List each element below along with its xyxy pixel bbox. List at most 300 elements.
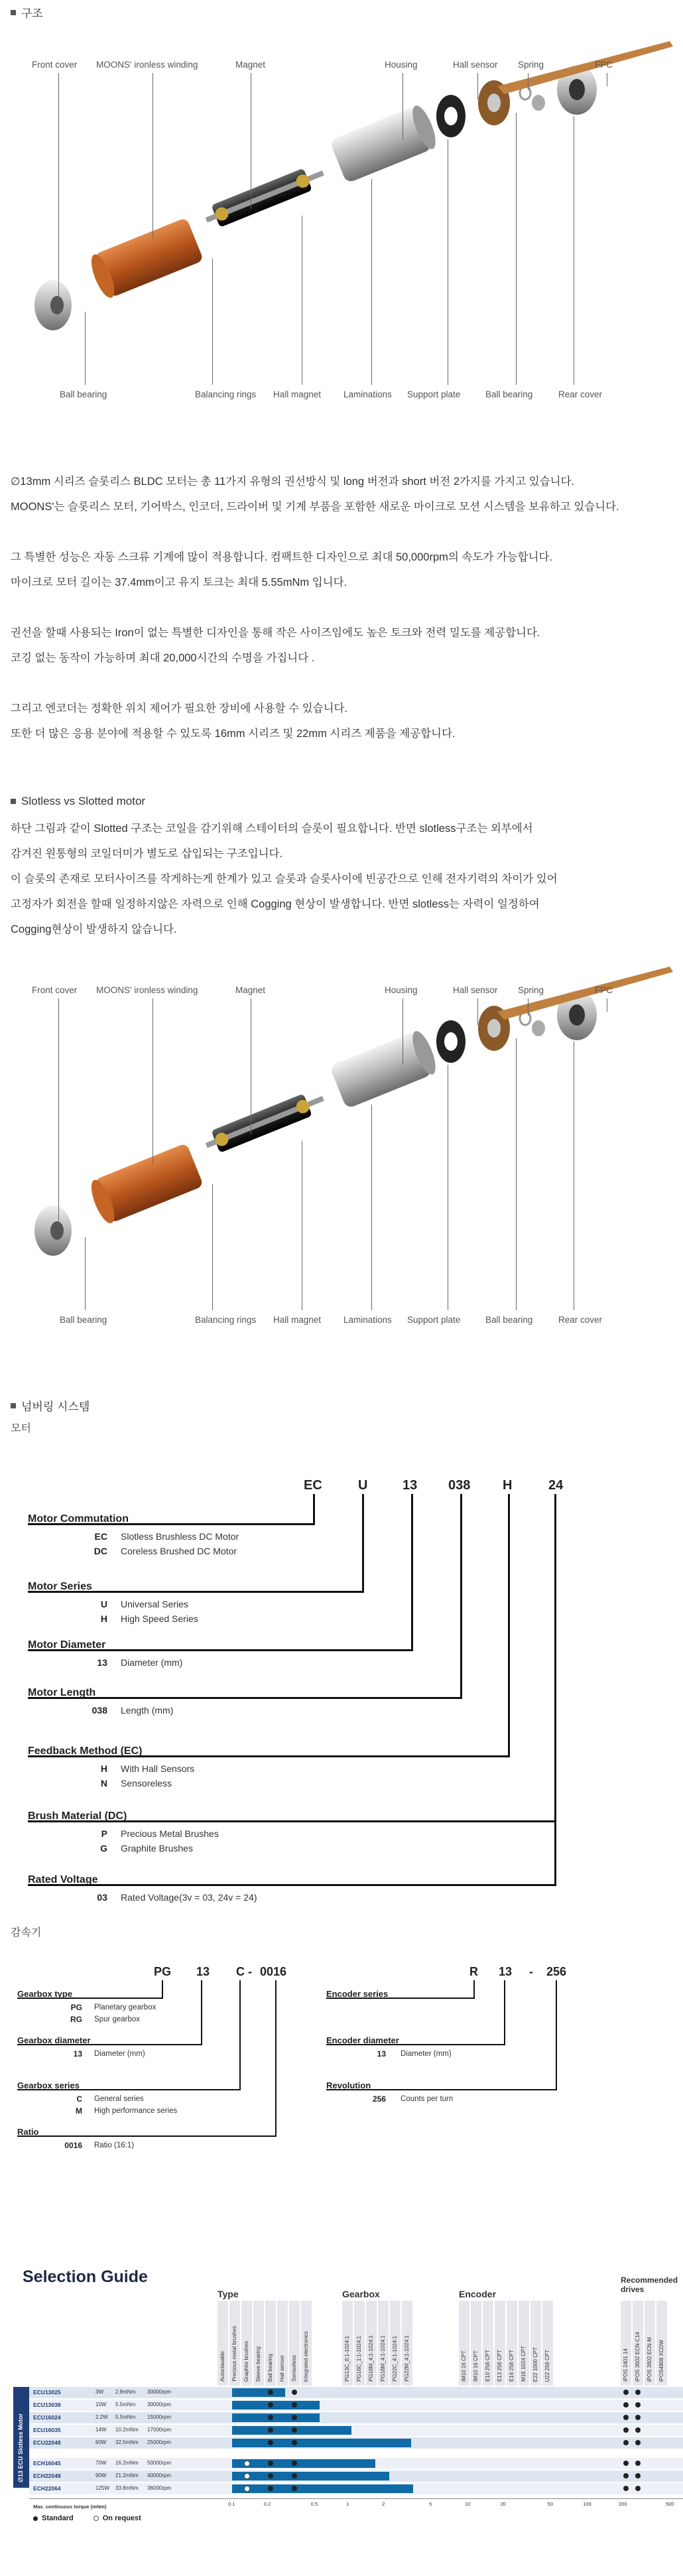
gearbox-column-label: PG22M_4:1-1024:1 xyxy=(404,2335,410,2382)
group-key: 038 xyxy=(92,1705,107,1716)
type-column-header xyxy=(241,2301,253,2386)
product-speed: 25000rpm xyxy=(147,2439,172,2445)
group-title: Motor Length xyxy=(28,1687,96,1698)
product-speed: 50000rpm xyxy=(147,2460,172,2466)
group-key: H xyxy=(100,1613,107,1624)
encoder-column-header xyxy=(471,2301,482,2386)
intro-paragraph xyxy=(11,469,619,746)
group-key: DC xyxy=(93,1546,107,1556)
support-plate-part xyxy=(436,1020,466,1063)
gearbox-column-header xyxy=(342,2301,353,2386)
standard-dot-icon xyxy=(635,2415,641,2420)
product-torque: 21.2mNm xyxy=(115,2473,139,2478)
product-speed: 40000rpm xyxy=(147,2473,172,2478)
leader-line xyxy=(85,1237,86,1310)
product-row xyxy=(29,2437,683,2449)
leader-line xyxy=(58,73,59,302)
standard-dot-icon xyxy=(635,2427,641,2433)
code-h: H xyxy=(503,1478,513,1493)
motor-subheading: 모터 xyxy=(11,1423,31,1434)
slotless-line: 고정자가 회전을 할때 일정하지않은 자력으로 인해 Cogging 현상이 발생합니다. 반면 slotless는 자력이 일정하여 xyxy=(11,898,540,910)
gearbox-column-header xyxy=(354,2301,365,2386)
label-front-cover: Front cover xyxy=(32,985,78,995)
torque-bar xyxy=(232,2472,389,2480)
group-key: C xyxy=(76,2094,82,2104)
product-row xyxy=(29,2412,683,2423)
group-key: EC xyxy=(94,1531,107,1542)
category-encoder: Encoder xyxy=(459,2289,497,2299)
group-value: Coreless Brushed DC Motor xyxy=(121,1546,237,1556)
product-speed: 30000rpm xyxy=(147,2389,172,2395)
gearbox-column-header xyxy=(378,2301,389,2386)
axis-tick-label: 0.5 xyxy=(310,2501,318,2507)
encoder-column-label: IM10 16 CPT xyxy=(461,2350,467,2382)
column-headers xyxy=(13,2301,683,2386)
product-torque: 32.5mNm xyxy=(115,2439,139,2445)
encoder-column-header xyxy=(507,2301,518,2386)
encoder-column-label: E10 256 CPT xyxy=(485,2349,491,2382)
label-fpc: FPC xyxy=(595,60,613,70)
label-support-plate: Support plate xyxy=(407,1315,461,1325)
product-name: ECU13038 xyxy=(33,2402,61,2408)
standard-dot-icon xyxy=(623,2486,629,2491)
gearbox-column-label: PG13C_8:1-1024:1 xyxy=(344,2336,350,2382)
axis-tick-label: 10 xyxy=(464,2501,471,2507)
on-request-dot-icon xyxy=(93,2516,99,2521)
code-c: C xyxy=(236,1965,245,1978)
group-title: Motor Commutation xyxy=(28,1513,129,1525)
product-speed: 30000rpm xyxy=(147,2402,172,2407)
gearbox-column-label: PG22C_4:1-1024:1 xyxy=(392,2336,398,2382)
intro-line: MOONS'는 슬롯리스 모터, 기어박스, 인코더, 드라이버 및 기계 부품을 포함한 새로운 마이크로 모션 시스템을 보유하고 있습니다. xyxy=(11,501,619,513)
product-row xyxy=(29,2458,683,2469)
type-column-label: Integrated electronics xyxy=(303,2331,309,2382)
label-balancing-rings: Balancing rings xyxy=(195,1315,257,1325)
group-key: N xyxy=(100,1778,107,1789)
group-value: Slotless Brushless DC Motor xyxy=(121,1531,239,1542)
type-column-header xyxy=(301,2301,312,2386)
group-key: 256 xyxy=(372,2094,386,2104)
label-fpc: FPC xyxy=(595,985,613,995)
label-front-cover: Front cover xyxy=(32,60,78,70)
standard-dot-icon xyxy=(268,2473,273,2478)
slotless-heading-text: Slotless vs Slotted motor xyxy=(21,795,146,807)
code-pg: PG xyxy=(154,1965,172,1978)
product-power: 70W xyxy=(95,2460,107,2466)
product-row xyxy=(29,2471,683,2482)
group-key: 13 xyxy=(97,1657,107,1668)
group-key: P xyxy=(101,1828,107,1839)
group-key: H xyxy=(100,1763,107,1774)
intro-line: 그 특별한 성능은 자동 스크류 기계에 많이 적용합니다. 컴팩트한 디자인으로 최대 50,000rpm의 속도가 가능합니다. xyxy=(11,551,553,563)
label-rear-cover: Rear cover xyxy=(558,389,603,399)
legend xyxy=(33,2514,141,2522)
leader-line xyxy=(212,259,213,385)
standard-dot-icon xyxy=(268,2390,273,2395)
torque-axis-ticks xyxy=(13,2501,683,2510)
group-value: Diameter (mm) xyxy=(121,1657,183,1668)
on-request-dot-icon xyxy=(244,2461,250,2467)
group-value: Ratio (16:1) xyxy=(94,2141,135,2149)
product-power: 90W xyxy=(95,2473,107,2478)
label-hall-sensor: Hall sensor xyxy=(453,60,498,70)
code-256: 256 xyxy=(546,1965,567,1978)
motor-parts-illustration xyxy=(0,40,683,411)
label-ball-bearing-rear: Ball bearing xyxy=(485,1315,533,1325)
numbering-heading-text: 넘버링 시스템 xyxy=(21,1400,90,1413)
label-hall-magnet: Hall magnet xyxy=(273,389,322,399)
product-torque: 16.2mNm xyxy=(115,2460,139,2466)
group-value: Sensoreless xyxy=(121,1778,172,1789)
torque-bar xyxy=(232,2459,375,2468)
product-speed: 17000rpm xyxy=(147,2427,172,2433)
code-0016: 0016 xyxy=(260,1965,287,1978)
label-hall-magnet: Hall magnet xyxy=(273,1315,322,1325)
slotless-line: 하단 그림과 같이 Slotted 구조는 코일을 감기위해 스테이터의 슬롯이 필요합니다. 반면 slotless구조는 외부에서 xyxy=(11,823,533,835)
product-row xyxy=(29,2425,683,2436)
leader-line xyxy=(85,312,86,385)
leader-line xyxy=(371,1105,372,1310)
group-title: Rated Voltage xyxy=(28,1874,98,1885)
label-ironless-winding: MOONS' ironless winding xyxy=(96,985,198,995)
group-key: PG xyxy=(70,2003,82,2012)
type-column-label: Graphite brushes xyxy=(243,2340,249,2382)
group-title: Revolution xyxy=(326,2080,371,2090)
torque-bar xyxy=(232,2401,320,2409)
product-power: 3W xyxy=(95,2389,103,2395)
product-name: ECU16024 xyxy=(33,2414,61,2421)
axis-tick-label: 100 xyxy=(583,2501,591,2507)
slotless-paragraph xyxy=(11,816,558,942)
product-row xyxy=(29,2400,683,2411)
group-value: Graphite Brushes xyxy=(121,1843,193,1854)
type-column-header xyxy=(265,2301,277,2386)
drive-column-label: iPOS 3602 ECN-C14 xyxy=(635,2331,641,2382)
slotless-line: 이 슬롯의 존재로 모터사이즈를 작게하는게 한계가 있고 슬롯과 슬롯사이에 빈공간으로 인해 전자기력의 차이가 있어 xyxy=(11,873,558,885)
code-r: R xyxy=(469,1965,478,1978)
series-side-label: ∅13 ECU Slotless Motor xyxy=(17,2413,24,2482)
group-value: Universal Series xyxy=(121,1599,188,1609)
product-name: ECH16045 xyxy=(33,2460,61,2467)
group-title: Encoder series xyxy=(326,1989,389,1999)
axis-tick-label: 50 xyxy=(547,2501,553,2507)
square-bullet-icon xyxy=(11,1403,16,1408)
code-13: 13 xyxy=(196,1965,210,1978)
group-value: Rated Voltage(3v = 03, 24v = 24) xyxy=(121,1892,257,1903)
label-spring: Spring xyxy=(518,60,544,70)
leader-line xyxy=(516,113,517,385)
type-column-header xyxy=(217,2301,229,2386)
drive-column-header xyxy=(621,2301,632,2386)
standard-dot-icon xyxy=(623,2473,629,2478)
standard-dot-icon xyxy=(635,2486,641,2491)
product-row xyxy=(29,2483,683,2494)
product-power: 2.2W xyxy=(95,2414,108,2420)
motor-parts-illustration xyxy=(0,965,683,1337)
product-row xyxy=(29,2387,683,2398)
group-value: Diameter (mm) xyxy=(94,2050,145,2058)
type-column-header xyxy=(253,2301,265,2386)
product-power: 10W xyxy=(95,2402,107,2407)
gearbox-column-header xyxy=(402,2301,413,2386)
group-key: 13 xyxy=(377,2049,386,2059)
group-value: High performance series xyxy=(94,2107,178,2115)
standard-dot-icon xyxy=(268,2461,273,2466)
selection-guide-title: Selection Guide xyxy=(23,2268,148,2286)
standard-dot-icon xyxy=(268,2427,273,2433)
code-24: 24 xyxy=(548,1478,564,1493)
torque-axis-label: Max. continuous torque (mNm) xyxy=(33,2504,107,2510)
drive-column-header xyxy=(645,2301,656,2386)
product-name: ECH22064 xyxy=(33,2485,61,2492)
group-value: Spur gearbox xyxy=(94,2015,141,2023)
drive-column-header xyxy=(656,2301,668,2386)
group-value: Diameter (mm) xyxy=(401,2050,452,2058)
intro-line: 마이크로 모터 길이는 37.4mm이고 유지 토크는 최대 5.55mNm 입니다. xyxy=(11,576,347,588)
category-drives: Recommended drives xyxy=(621,2275,678,2294)
type-column-label: Sensorless xyxy=(291,2355,297,2382)
standard-dot-icon xyxy=(623,2390,629,2395)
leader-line xyxy=(371,179,372,385)
product-power: 14W xyxy=(95,2427,107,2433)
gearbox-column-label: PG16C_1:1-1024:1 xyxy=(356,2336,362,2382)
on-request-dot-icon xyxy=(244,2473,250,2479)
axis-tick-label: 2 xyxy=(382,2501,385,2507)
standard-dot-icon xyxy=(292,2427,297,2433)
group-value: With Hall Sensors xyxy=(121,1763,195,1774)
type-column-label: Sleeve bearing xyxy=(255,2346,261,2382)
group-title: Gearbox series xyxy=(17,2080,80,2090)
leader-line xyxy=(516,1038,517,1310)
group-value: Length (mm) xyxy=(121,1705,174,1716)
standard-dot-icon xyxy=(292,2440,297,2445)
axis-tick-label: 1 xyxy=(346,2501,349,2507)
square-bullet-icon xyxy=(11,10,16,15)
category-type: Type xyxy=(217,2289,239,2299)
exploded-motor-diagram xyxy=(0,40,683,464)
standard-dot-icon xyxy=(268,2486,273,2491)
product-speed: 15000rpm xyxy=(147,2414,172,2420)
leader-line xyxy=(58,998,59,1227)
encoder-column-header xyxy=(495,2301,506,2386)
label-ball-bearing-rear: Ball bearing xyxy=(485,389,533,399)
winding-part xyxy=(87,1143,204,1227)
group-key: G xyxy=(100,1843,107,1854)
encoder-column-header xyxy=(530,2301,542,2386)
standard-dot-icon xyxy=(623,2402,629,2407)
axis-tick-label: 20 xyxy=(500,2501,506,2507)
leader-line xyxy=(477,73,478,100)
product-torque: 2.8mNm xyxy=(115,2389,136,2395)
standard-dot-icon xyxy=(268,2440,273,2445)
standard-dot-icon xyxy=(292,2461,297,2466)
axis-tick-label: 0.1 xyxy=(228,2501,235,2507)
label-housing: Housing xyxy=(385,60,418,70)
drive-column-label: iPOS4808 XCDW xyxy=(658,2339,664,2382)
product-speed: 36000rpm xyxy=(147,2485,172,2491)
axis-tick-label: 200 xyxy=(618,2501,627,2507)
slotless-line: Cogging현상이 발생하지 않습니다. xyxy=(11,923,177,935)
group-value: Precious Metal Brushes xyxy=(121,1828,219,1839)
encoder-column-header xyxy=(459,2301,470,2386)
code-13: 13 xyxy=(403,1478,418,1493)
intro-line: 또한 더 많은 응용 분야에 적용할 수 있도록 16mm 시리즈 및 22mm 시리즈 제품을 제공합니다. xyxy=(11,728,456,740)
label-ironless-winding: MOONS' ironless winding xyxy=(96,60,198,70)
code-dash: - xyxy=(248,1965,252,1978)
group-title: Feedback Method (EC) xyxy=(28,1745,143,1757)
exploded-motor-diagram-2 xyxy=(0,965,683,1390)
label-hall-sensor: Hall sensor xyxy=(453,985,498,995)
label-balancing-rings: Balancing rings xyxy=(195,389,257,399)
gearbox-column-header xyxy=(366,2301,377,2386)
encoder-column-label: M16 1024 CPT xyxy=(521,2346,527,2382)
encoder-column-label: U22 256 CPT xyxy=(544,2349,550,2382)
on-request-dot-icon xyxy=(244,2486,250,2492)
group-value: Counts per turn xyxy=(401,2095,454,2103)
magnet-part xyxy=(202,1087,328,1157)
axis-tick-label: 0.2 xyxy=(263,2501,271,2507)
standard-dot-icon xyxy=(292,2486,297,2491)
encoder-column-header xyxy=(542,2301,554,2386)
standard-dot-icon xyxy=(292,2473,297,2478)
structure-heading-text: 구조 xyxy=(21,7,43,20)
product-power: 60W xyxy=(95,2439,107,2445)
leader-line xyxy=(477,998,478,1025)
intro-line: 코깅 없는 동작이 가능하며 최대 20,000시간의 수명을 가집니다 . xyxy=(11,652,315,664)
label-ball-bearing: Ball bearing xyxy=(60,389,107,399)
standard-dot-icon xyxy=(268,2402,273,2407)
drive-column-label: iPOS 2401 14 xyxy=(623,2348,629,2382)
type-column-label: Hall sensor xyxy=(279,2354,285,2382)
group-title: Ratio xyxy=(17,2127,39,2137)
standard-dot-icon xyxy=(292,2390,297,2395)
square-bullet-icon xyxy=(11,799,16,804)
legend-on-request: On request xyxy=(102,2514,141,2522)
product-torque: 10.2mNm xyxy=(115,2427,139,2433)
group-title: Gearbox diameter xyxy=(17,2035,91,2045)
standard-dot-icon xyxy=(33,2516,38,2521)
group-value: Planetary gearbox xyxy=(94,2003,156,2011)
code-038: 038 xyxy=(448,1478,471,1493)
product-name: ECH22048 xyxy=(33,2473,61,2479)
encoder-column-label: E13 256 CPT xyxy=(497,2349,503,2382)
slotless-heading xyxy=(11,795,145,808)
numbering-heading xyxy=(11,1397,90,1414)
code-dash: - xyxy=(529,1965,533,1978)
product-rows xyxy=(13,2387,683,2500)
standard-dot-icon xyxy=(635,2440,641,2445)
encoder-column-header xyxy=(483,2301,494,2386)
housing-part xyxy=(330,103,440,184)
product-torque: 5.5mNm xyxy=(115,2402,136,2407)
standard-dot-icon xyxy=(623,2461,629,2466)
group-key: RG xyxy=(70,2015,82,2024)
group-title: Motor Series xyxy=(28,1581,92,1592)
gearbox-column-label: PG16M_4:1-1024:1 xyxy=(380,2335,386,2382)
standard-dot-icon xyxy=(268,2415,273,2420)
label-rear-cover: Rear cover xyxy=(558,1315,603,1325)
torque-bar xyxy=(232,2439,411,2447)
encoder-column-label: IM10 16 CPT xyxy=(473,2350,479,2382)
standard-dot-icon xyxy=(623,2440,629,2445)
torque-bar xyxy=(232,2388,285,2397)
label-ball-bearing: Ball bearing xyxy=(60,1315,107,1325)
group-key: 03 xyxy=(97,1892,107,1903)
group-key: M xyxy=(76,2106,82,2116)
category-gearbox: Gearbox xyxy=(342,2289,380,2299)
product-torque: 33.8mNm xyxy=(115,2485,139,2491)
product-name: ECU13025 xyxy=(33,2389,61,2396)
group-value: High Speed Series xyxy=(121,1613,198,1624)
group-key: U xyxy=(100,1599,107,1609)
support-plate-part xyxy=(436,95,466,137)
standard-dot-icon xyxy=(635,2473,641,2478)
drive-column-header xyxy=(633,2301,644,2386)
product-power: 125W xyxy=(95,2485,109,2491)
intro-line: ∅13mm 시리즈 슬롯리스 BLDC 모터는 총 11가지 유형의 권선방식 및 long 버전과 short 버전 2가지를 가지고 있습니다. xyxy=(11,476,575,488)
axis-tick-label: 5 xyxy=(429,2501,432,2507)
encoder-column-label: E22 1000 CPT xyxy=(532,2346,538,2382)
product-name: ECU22048 xyxy=(33,2439,61,2446)
rear-bearing-part xyxy=(532,95,545,111)
front-cover-part xyxy=(34,280,72,330)
type-column-label: Precious metal brushes xyxy=(231,2326,237,2382)
label-spring: Spring xyxy=(518,985,544,995)
product-torque: 5.5mNm xyxy=(115,2414,136,2420)
encoder-column-label: E16 256 CPT xyxy=(509,2349,515,2382)
slotless-line: 감겨진 원통형의 코일더미가 별도로 삽입되는 구조입니다. xyxy=(11,848,283,860)
torque-bar xyxy=(232,2413,320,2422)
standard-dot-icon xyxy=(292,2415,297,2420)
legend-standard: Standard xyxy=(42,2514,74,2522)
standard-dot-icon xyxy=(623,2415,629,2420)
label-magnet: Magnet xyxy=(235,985,266,995)
gearbox-column-label: PG16M_4:1-1024:1 xyxy=(368,2335,374,2382)
label-laminations: Laminations xyxy=(343,1315,392,1325)
standard-dot-icon xyxy=(623,2427,629,2433)
label-laminations: Laminations xyxy=(343,389,392,399)
front-cover-part xyxy=(34,1205,72,1256)
gearbox-column-header xyxy=(390,2301,401,2386)
torque-axis-line xyxy=(29,2498,683,2499)
group-title: Motor Diameter xyxy=(28,1639,106,1651)
group-title: Gearbox type xyxy=(17,1989,73,1999)
gearbox-subheading: 감속기 xyxy=(11,1927,42,1938)
type-column-header xyxy=(277,2301,288,2386)
intro-line: 그리고 엔코더는 정확한 위치 제어가 필요한 장비에 사용할 수 있습니다. xyxy=(11,703,348,714)
axis-tick-label: 500 xyxy=(666,2501,674,2507)
standard-dot-icon xyxy=(635,2402,641,2407)
standard-dot-icon xyxy=(635,2461,641,2466)
product-name: ECU16035 xyxy=(33,2427,61,2433)
standard-dot-icon xyxy=(292,2402,297,2407)
type-column-header xyxy=(289,2301,300,2386)
housing-part xyxy=(330,1028,440,1109)
group-value: General series xyxy=(94,2095,144,2103)
standard-dot-icon xyxy=(635,2390,641,2395)
type-column-header xyxy=(229,2301,241,2386)
torque-bar xyxy=(232,2484,413,2493)
code-u: U xyxy=(358,1478,368,1493)
group-title: Brush Material (DC) xyxy=(28,1810,127,1822)
structure-heading xyxy=(11,4,43,21)
group-key: 0016 xyxy=(64,2141,82,2150)
magnet-part xyxy=(202,162,328,232)
encoder-column-header xyxy=(519,2301,530,2386)
winding-part xyxy=(87,218,204,301)
intro-line: 권선을 할때 사용되는 Iron이 없는 특별한 디자인을 통해 작은 사이즈임에도 높은 토크와 전력 밀도를 제공합니다. xyxy=(11,627,540,639)
code-13: 13 xyxy=(499,1965,513,1978)
